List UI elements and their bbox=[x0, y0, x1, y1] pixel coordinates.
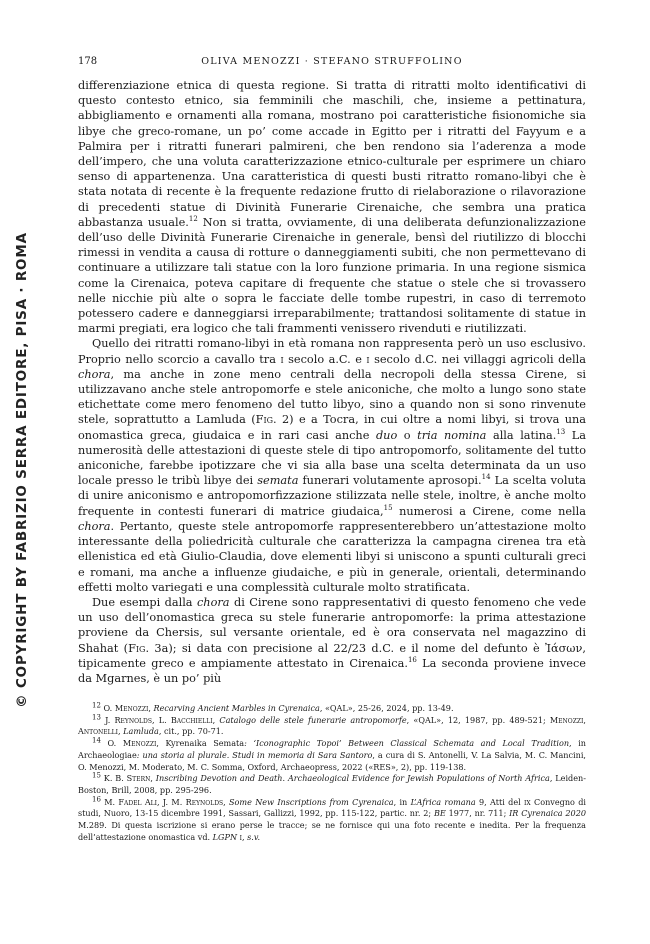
footnotes bbox=[78, 703, 586, 843]
footnote-13: $^{13}$ J. Reynolds, L. Bacchielli, Catalogo delle stele funerarie antropomorfe, «QAL», 12, 1987, pp. 489-521; Menozzi, Antonelli, Lamluda, cit., pp. 70-71. bbox=[78, 713, 586, 737]
paragraph: Quello dei ritratti romano-libyi in età romana non rappresenta però un uso esclusivo. Proprio nello scorcio a cavallo tra i secolo a.C. e i secolo d.C. nei villaggi agricoli della chora, ma anche in zone meno centrali della necropoli della stessa Cirene, si utilizzavano anche stele antropomorfe e stele aniconiche, che molto a lungo sono state etichettate come mero fenomeno del tutto libyo, sino a quando non si sono rinvenute stele, soprattutto a Lamluda (Fig. 2) e a Tocra, in cui oltre a nomi libyi, si trova una onomastica greca, giudaica e in rari casi anche duo o tria nomina alla latina.$^{13}$ La numerosità delle attestazioni di queste stele di tipo antropomorfo, solitamente del tutto aniconiche, farebbe ipotizzare che vi sia alla base una scelta determinata da un uso locale presso le tribù libye dei semata funerari volutamente aprosopi.$^{14}$ La scelta voluta di unire aniconismo e antropomorfizzazione stilizzata nelle stele, inoltre, è anche molto frequente in contesti funerari di matrice giudaica,$^{15}$ numerosi a Cirene, come nella chora. Pertanto, queste stele antropomorfe rappresenterebbero un’attestazione molto interessante della poliedricità culturale che caratterizza la campagna cirenea tra età ellenistica ed età Giulio-Claudia, dove elementi libyi si uniscono a spunti culturali greci e romani, ma anche a influenze giudaiche, e più in generale, orientali, determinando effetti molto variegati e una complessità culturale molto stratificata. bbox=[78, 337, 587, 594]
paragraph: differenziazione etnica di questa regione. Si tratta di ritratti molto identificativi di questo contesto etnico, sia femminili che maschili, che, insieme a pettinatura, abbigliamento e ornamenti alla romana, mostrano poi caratteristiche fisionomiche sia libye che greco-romane, un po’ come accade in Egitto per i ritratti del Fayyum e a Palmira per i ritratti funerari palmireni, che ben rendono sia l’aderenza a mode dell’impero, che una voluta caratterizzazione etnico-culturale per esprimere un chiaro senso di appartenenza. Una caratteristica di questi busti ritratto romano-libyi che è stata notata di recente è la frequente redazione frutto di rielaborazione o rilavorazione di precedenti statue di Divinità Funerarie Cirenaiche, che sembra una pratica abbastanza usuale.$^{12}$ Non si tratta, ovviamente, di una deliberata defunzionalizzazione dell’uso delle Divinità Funerarie Cirenaiche in generale, bensì del riutilizzo di blocchi rimessi in vendita a causa di rotture o danneggiamenti subiti, che non permettevano di continuare a utilizzare tali statue con la loro funzione primaria. In una regione sismica come la Cirenaica, poteva capitare di frequente che statue o stele che si trovassero nelle nicchie più alte o sopra le facciate delle tombe rupestri, in caso di terremoto potessero cadere e danneggiarsi irreparabilmente; trattandosi solitamente di statue in marmi pregiati, era logico che tali frammenti venissero rivenduti e riutilizzati. bbox=[78, 79, 586, 336]
page-header bbox=[78, 56, 586, 72]
footnote-14: $^{14}$ O. Menozzi, Kyrenaika Semata: ‘Iconographic Topoi’ Between Classical Schemata and Local Tradition, in Archaeologiae: una storia al plurale. Studi in memoria di Sara Santoro, a cura di S. Antonelli, V. La Salvia, M. C. Mancini, O. Menozzi, M. Moderato, M. C. Somma, Oxford, Archaeopress, 2022 («RES», 2), pp. 119-138. bbox=[78, 736, 587, 772]
footnote-15: $^{15}$ K. B. Stern, Inscribing Devotion and Death. Archaeological Evidence for Jewish Populations of North Africa, Leiden-Boston, Brill, 2008, pp. 295-296. bbox=[78, 771, 586, 795]
copyright-vertical-notice bbox=[10, 232, 34, 708]
footnote-12: $^{12}$ O. Menozzi, Recarving Ancient Marbles in Cyrenaica, «QAL», 25-26, 2024, pp. 13-49. bbox=[92, 701, 454, 713]
paragraph: Due esempi dalla chora di Cirene sono rappresentativi di questo fenomeno che vede un uso dell’onomastica greca su stele funerarie antropomorfe: la prima attestazione proviene da Chersis, sul versante orientale, ed è ora conservata nel magazzino di Shahat (Fig. 3a); si data con precisione al 22/23 d.C. e il nome del defunto è Ἰάσων, tipicamente greco e ampiamente attestato in Cirenaica.$^{16}$ La seconda proviene invece da Mgarnes, è un po’ più bbox=[78, 595, 586, 685]
running-head-authors: OLIVA MENOZZI · STEFANO STRUFFOLINO bbox=[201, 56, 463, 67]
copyright-text: © COPYRIGHT BY FABRIZIO SERRA EDITORE, PISA · ROMA bbox=[14, 232, 30, 708]
main-text bbox=[78, 78, 586, 686]
footnote-16: $^{16}$ M. Fadel Ali, J. M. Reynolds, Some New Inscriptions from Cyrenaica, in L’Africa romana 9, Atti del ix Convegno di studi, Nuoro, 13-15 dicembre 1991, Sassari, Gallizzi, 1992, pp. 115-122, partic. nr. 2; BE 1977, nr. 711; IR Cyrenaica 2020 M.289. Di questa iscrizione si erano perse le tracce; se ne fornisce qui una foto recente e inedita. Per la frequenza dell’attestazione onomastica vd. LGPN i, s.v. bbox=[78, 794, 586, 842]
page-number: 178 bbox=[78, 56, 98, 67]
